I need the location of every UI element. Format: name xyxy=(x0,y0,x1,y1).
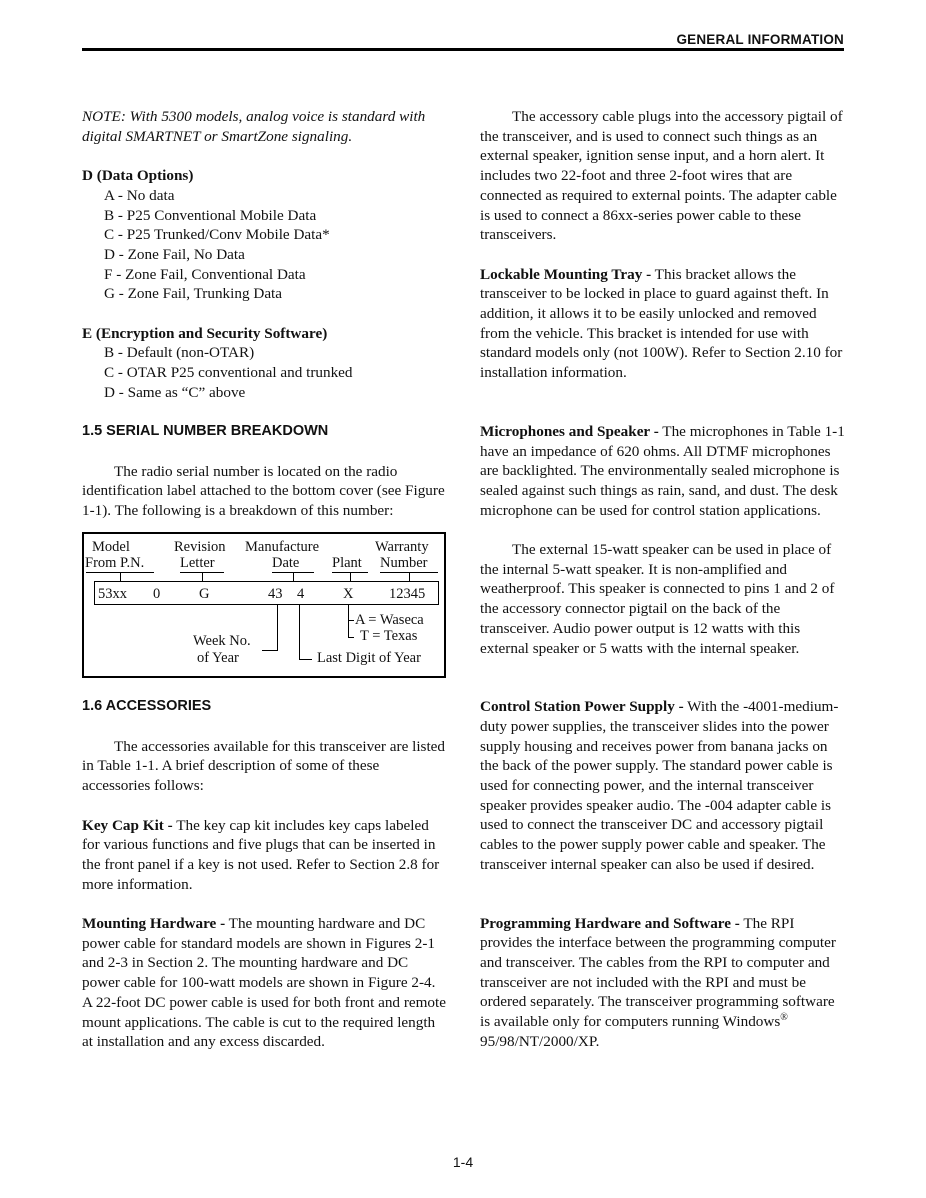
page-number: 1-4 xyxy=(452,1154,474,1170)
programming-paragraph xyxy=(480,914,846,1052)
encryption-heading: E (Encryption and Security Software) xyxy=(82,324,328,342)
keycap-lead: Key Cap Kit - xyxy=(82,816,173,834)
fig-manufacture-label-2: Date xyxy=(272,554,300,571)
registered-mark: ® xyxy=(780,1012,788,1024)
programming-lead: Programming Hardware and Software - xyxy=(480,914,740,932)
fig-value-week: 43 xyxy=(268,585,283,602)
fig-tick xyxy=(350,573,351,581)
fig-week-leader-foot xyxy=(262,650,278,651)
fig-value-revision: G xyxy=(199,585,210,602)
programming-tail: 95/98/NT/2000/XP. xyxy=(480,1032,600,1050)
data-options-heading: D (Data Options) xyxy=(82,167,194,185)
fig-revision-label: Revision xyxy=(174,538,226,555)
fig-year-leader-foot xyxy=(299,659,312,660)
encryption-item: D - Same as “C” above xyxy=(104,383,246,401)
accessories-section-heading: 1.6 ACCESSORIES xyxy=(82,698,212,715)
fig-bracket-right xyxy=(438,581,439,605)
running-header: GENERAL INFORMATION xyxy=(676,32,844,47)
fig-bracket-left xyxy=(94,581,95,605)
fig-tick xyxy=(293,573,294,581)
fig-bracket-bottom xyxy=(94,604,439,605)
keycap-body: The key cap kit includes key caps labeled for various functions and five plugs that can be inserted in the front panel if a key is not used. Refer to Section 2.8 for more information. xyxy=(82,816,440,893)
fig-value-model: 53xx xyxy=(98,585,127,602)
mounting-body: The mounting hardware and DC power cable for standard models are shown in Figures 2-1 and 2-3 in Section 2. The mounting hardware and DC power cable for 100-watt models are shown in Figure 2-4. A 22-foot DC power cable is used for both front and remote mount applications. The cable is cut to the required length at installation and any excess discarded. xyxy=(82,915,446,1051)
mics-body: The microphones in Table 1-1 have an impedance of 620 ohms. All DTMF microphones are backlighted. The environmentally sealed microphone is sealed against such things as rain, sand, and dust. The desk microphone can be used for control station applications. xyxy=(480,422,845,519)
right-column xyxy=(480,107,846,1052)
power-paragraph xyxy=(480,697,846,874)
tray-paragraph xyxy=(480,265,846,383)
serial-section-heading: 1.5 SERIAL NUMBER BREAKDOWN xyxy=(82,423,329,440)
accessory-cable-paragraph: The accessory cable plugs into the accessory pigtail of the transceiver, and is used to connect such things as an external speaker, ignition sense input, and a horn alert. It includes two 22-foot and three 2-foot wires that are connected as required to external points. The adapter cable is used to connect a 86xx-series power cable to these transceivers. xyxy=(480,108,843,244)
power-body: With the -4001-medium-duty power supplies, the transceiver slides into the power supply housing and receives power from banana jacks on the back of the power supply. The standard power cable is used for connecting power, and the internal transceiver speaker provides speaker audio. The -004 adapter cable is used to connect the transceiver DC and accessory pigtail cables to the power supply power cable and speaker. The transceiver internal speaker can also be used if desired. xyxy=(480,698,839,873)
fig-warranty-label: Warranty xyxy=(375,538,429,555)
keycap-paragraph xyxy=(82,816,448,895)
fig-value-warranty: 12345 xyxy=(389,585,426,602)
header-rule xyxy=(82,48,844,51)
mounting-paragraph xyxy=(82,914,448,1052)
fig-value-plant: X xyxy=(343,585,354,602)
encryption-item: C - OTAR P25 conventional and trunked xyxy=(104,364,353,382)
tray-lead: Lockable Mounting Tray - xyxy=(480,265,652,283)
fig-revision-label-2: Letter xyxy=(180,554,215,571)
programming-body: The RPI provides the interface between the programming computer and transceiver. The cables from the RPI to computer and transceiver are not included with the RPI and must be ordered separately. The transceiver programming software is available only for computers running Windows xyxy=(480,914,836,1031)
mics-lead: Microphones and Speaker - xyxy=(480,422,659,440)
fig-plant-leader xyxy=(348,605,349,621)
power-lead: Control Station Power Supply - xyxy=(480,698,684,716)
fig-tick xyxy=(409,573,410,581)
accessories-body: The accessories available for this transceiver are listed in Table 1-1. A brief description of some of these accessories follows: xyxy=(82,737,446,795)
fig-warranty-label-2: Number xyxy=(380,554,428,571)
fig-value-year: 4 xyxy=(297,585,305,602)
fig-tick xyxy=(202,573,203,581)
encryption-item: B - Default (non-OTAR) xyxy=(104,344,255,362)
data-option-item: G - Zone Fail, Trunking Data xyxy=(104,285,283,303)
fig-waseca: A = Waseca xyxy=(355,611,424,628)
speaker-paragraph: The external 15-watt speaker can be used in place of the internal 5-watt speaker. It is non-amplified and weatherproof. This speaker is connected to pins 1 and 2 of the accessory connector pigtail on the back of the transceiver. Audio power output is 12 watts with this external speaker or 5 watts with the internal speaker. xyxy=(480,541,835,657)
fig-last-digit-label: Last Digit of Year xyxy=(317,649,421,666)
fig-week-leader xyxy=(277,605,278,651)
data-option-item: F - Zone Fail, Conventional Data xyxy=(104,265,306,283)
fig-tick xyxy=(120,573,121,581)
fig-plant-leader-lower xyxy=(348,621,349,638)
fig-year-leader xyxy=(299,605,300,660)
fig-manufacture-label: Manufacture xyxy=(245,538,320,555)
note-text: NOTE: With 5300 models, analog voice is standard with digital SMARTNET or SmartZone signaling. xyxy=(82,108,426,145)
fig-texas: T = Texas xyxy=(360,627,418,644)
fig-model-label: Model xyxy=(92,538,130,555)
data-option-item: C - P25 Trunked/Conv Mobile Data* xyxy=(104,226,330,244)
left-column xyxy=(82,107,448,1052)
data-option-item: A - No data xyxy=(104,186,175,204)
mics-paragraph xyxy=(480,422,846,521)
data-option-item: B - P25 Conventional Mobile Data xyxy=(104,206,317,224)
serial-number-figure xyxy=(82,532,446,678)
fig-model-label-2: From P.N. xyxy=(85,554,145,571)
mounting-lead: Mounting Hardware - xyxy=(82,915,226,933)
serial-body: The radio serial number is located on the radio identification label attached to the bottom cover (see Figure 1-1). The following is a breakdown of this number: xyxy=(82,462,445,519)
fig-bracket-top xyxy=(94,581,439,582)
data-option-item: D - Zone Fail, No Data xyxy=(104,245,245,263)
fig-plant-label: Plant xyxy=(332,554,362,571)
fig-week-label-2: of Year xyxy=(197,649,239,666)
fig-value-zero: 0 xyxy=(153,585,161,602)
tray-body: This bracket allows the transceiver to be locked in place to guard against theft. In addition, it allows it to be easily unlocked and removed from the vehicle. This bracket is intended for use with standard models only (not 100W). Refer to Section 2.10 for installation information. xyxy=(480,265,843,382)
fig-week-label: Week No. xyxy=(193,632,251,649)
